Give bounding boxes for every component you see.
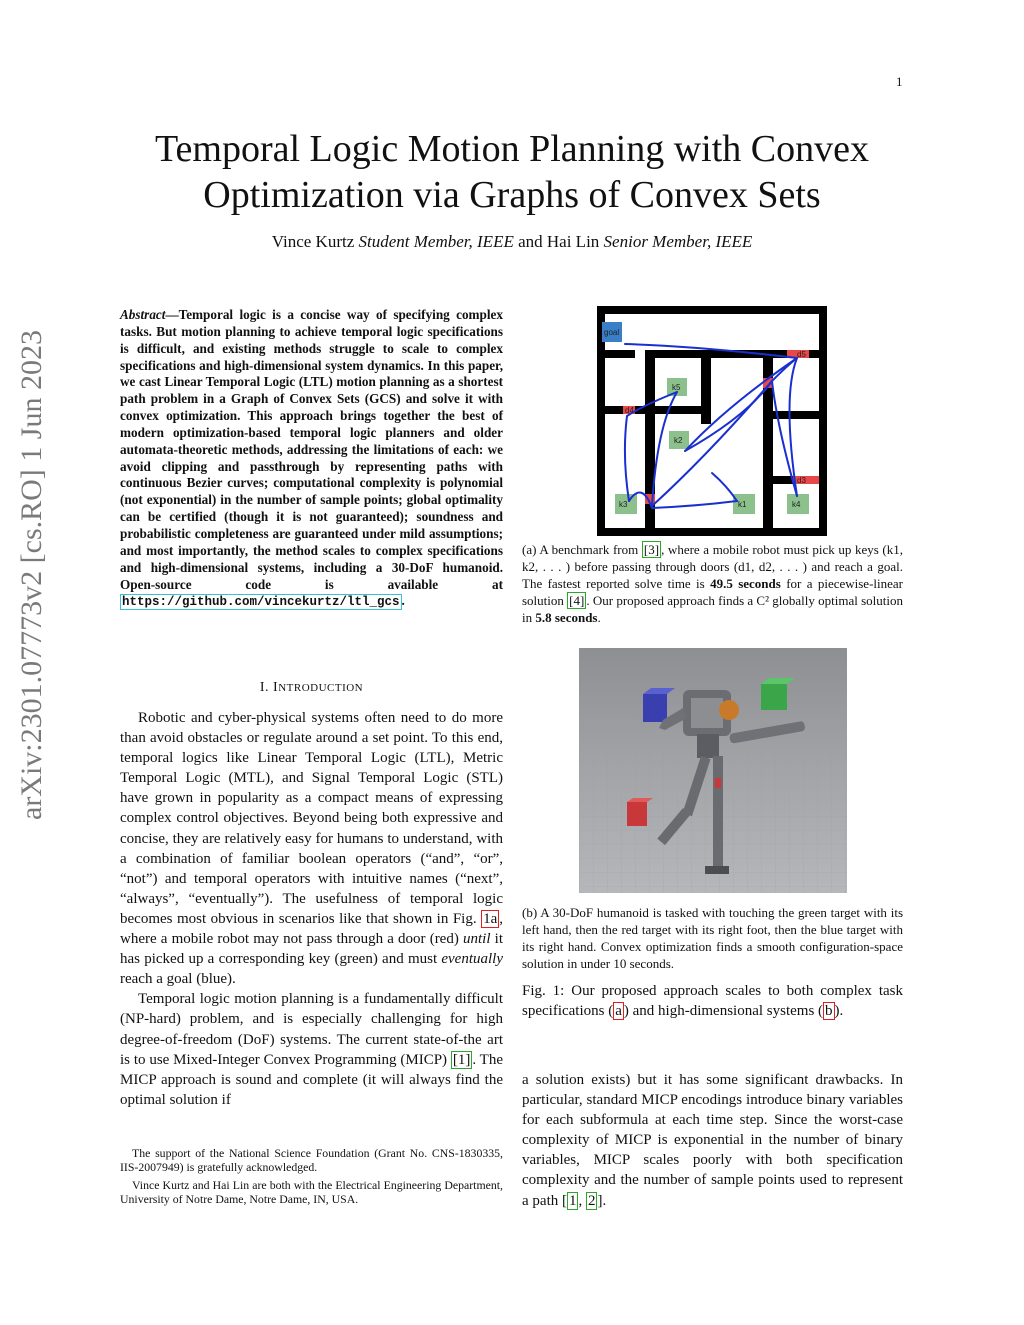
intro-paragraph-2	[120, 989, 503, 1110]
footnote-affiliation: Vince Kurtz and Hai Lin are both with the Electrical Engineering Department, University of Notre Dame, Notre Dame, IN, USA.	[120, 1177, 503, 1207]
footnote-funding: The support of the National Science Foundation (Grant No. CNS-1830335, IIS-2007949) is gratefully acknowledged.	[120, 1146, 503, 1175]
key-k5-label: k5	[672, 383, 681, 392]
intro-text	[120, 708, 503, 1110]
fig-1a-link[interactable]: 1a	[483, 910, 498, 927]
goal-label: goal	[604, 328, 620, 337]
right-text-1: a solution exists) but it has some significant drawbacks. In particular, standard MICP encodings introduce binary variables for each subformula at each time step. Since the worst-case complexity of MICP is exponential in the number of binary variables, MICP scales poorly with both specification complexity and the number of sample points used to represent a path	[522, 1072, 903, 1209]
author-1-role: Student Member, IEEE	[358, 232, 514, 251]
title-line-2: Optimization via Graphs of Convex Sets	[203, 174, 821, 216]
section-heading	[120, 680, 503, 696]
door-d5-label: d5	[797, 350, 806, 359]
intro-p1-text-4: reach a goal (blue).	[120, 971, 236, 988]
citation-4-link[interactable]: [4]	[569, 593, 585, 608]
green-target	[761, 684, 787, 710]
code-link[interactable]: https://github.com/vincekurtz/ltl_gcs	[122, 595, 400, 610]
maze-figure	[597, 306, 827, 536]
figure-1-caption	[522, 982, 903, 1021]
intro-p1-text-2: , where a mobile robot may not pass through a door (red)	[120, 910, 504, 948]
section-numeral: I.	[259, 680, 270, 695]
right-text-2: .	[602, 1192, 607, 1209]
caption-a-time-2: 5.8 seconds	[535, 610, 598, 625]
fig-1a-ref[interactable]: a	[615, 1002, 622, 1019]
humanoid-scene	[579, 648, 847, 893]
blue-target	[643, 694, 667, 722]
caption-a-text-3: for a piecewise-linear solution	[522, 576, 904, 608]
citation-separator: ,	[578, 1192, 586, 1209]
door-d3-label: d3	[797, 476, 806, 485]
caption-a-time-1: 49.5 seconds	[710, 576, 781, 591]
citation-3-link[interactable]: [3]	[643, 542, 660, 557]
abstract-lead: Abstract	[120, 307, 166, 322]
intro-p2-text-1: Temporal logic motion planning is a fundamentally difficult (NP-hard) problem, and is especially challenging for high degree-of-freedom (DoF) systems. The current state-of-the art is to use Mixed-Integer Convex Programming (MICP)	[120, 991, 503, 1068]
door-d4-label: d4	[625, 406, 634, 415]
citation-1-link[interactable]: [1]	[452, 1051, 471, 1068]
arxiv-stamp: arXiv:2301.07773v2 [cs.RO] 1 Jun 2023	[15, 330, 48, 820]
paper-title	[100, 126, 924, 218]
caption-a-text-4: . Our proposed approach finds a C² globally optimal solution in	[522, 593, 903, 625]
fig-caption-text-2: ) and high-dimensional systems (	[623, 1002, 824, 1019]
author-conjunction: and	[518, 232, 543, 251]
fig-caption-text-3: ).	[834, 1002, 844, 1019]
abstract-text: Temporal logic is a concise way of specifying complex tasks. But motion planning to achieve temporal logic specifications is difficult, and existing methods struggle to scale to complex specifications and high-dimensional system dynamics. In this paper, we cast Linear Temporal Logic (LTL) motion planning as a shortest path problem in a Graph of Convex Sets (GCS) and solve it with convex optimization. This approach brings together the best of modern optimization-based temporal logic planners and older automata-theoretic methods, addressing the limitations of each: we avoid clipping and passthrough by representing paths with continuous Bezier curves; computational complexity is polynomial (not exponential) in the number of sample points; global optimality can be certified (though it is not guaranteed); soundness and probabilistic completeness are guaranteed under mild assumptions; and most importantly, the method scales to complex specifications and high-dimensional systems, including a 30-DoF humanoid. Open-source code is available at	[120, 307, 503, 592]
author-1: Vince Kurtz	[271, 232, 355, 251]
intro-p1-text-3: it has picked up a corresponding key (green) and must	[120, 931, 504, 968]
intro-paragraph-1	[120, 708, 503, 989]
author-line	[100, 232, 924, 252]
caption-a-text-2: , where a mobile robot must pick up keys (k1, k2, . . . ) before passing through doors (d1, d2, . . . ) and reach a goal. The fastest reported solve time is	[522, 542, 904, 591]
citation-1-ref[interactable]: 1	[568, 1192, 577, 1209]
humanoid-figure	[579, 648, 847, 893]
footnotes	[120, 1146, 503, 1210]
citation-2-ref[interactable]: 2	[587, 1192, 596, 1209]
section-first-letter: I	[273, 680, 279, 695]
key-k1-label: k1	[738, 500, 747, 509]
caption-a-text-5: .	[597, 610, 601, 625]
caption-a	[522, 541, 903, 626]
intro-p1-text-1: Robotic and cyber-physical systems often need to do more than avoid obstacles or regulate around a set point. To this end, temporal logics like Linear Temporal Logic (LTL), Metric Temporal Logic (MTL), and Signal Temporal Logic (STL) have grown in popularity as a compact means of expressing complex control objectives. Beyond being both expressive and concise, they are relatively easy for humans to understand, with a combination of familiar boolean operators (“and”, “or”, “not”) and temporal operators with intuitive names (“next”, “always”, “eventually”). The usefulness of temporal logic becomes most obvious in scenarios like that shown in Fig.	[120, 710, 503, 927]
page-number: 1	[896, 74, 903, 89]
title-line-1: Temporal Logic Motion Planning with Convex	[155, 128, 869, 170]
intro-p1-until: until	[463, 931, 491, 948]
caption-a-text-1: (a) A benchmark from	[522, 542, 639, 557]
right-column-text	[522, 1070, 903, 1211]
fig-caption-text-1: Fig. 1: Our proposed approach scales to both complex task specifications (	[522, 983, 903, 1019]
abstract-end: .	[401, 593, 405, 609]
red-target	[627, 802, 647, 826]
section-rest: NTRODUCTION	[278, 682, 364, 694]
author-2-role: Senior Member, IEEE	[603, 232, 753, 251]
key-k3-label: k3	[619, 500, 628, 509]
key-k4-label: k4	[792, 500, 801, 509]
abstract	[120, 307, 503, 611]
caption-b: (b) A 30-DoF humanoid is tasked with touching the green target with its left hand, then the red target with its right foot, then the blue target with its right hand. Convex optimization finds a smooth configuration-space solution in under 10 seconds.	[522, 905, 903, 971]
right-paragraph: a solution exists) but it has some significant drawbacks. In particular, standard MICP encodings introduce binary variables for each subformula at each time step. Since the worst-case complexity of MICP is exponential in the number of binary variables, MICP scales poorly with both specification complexity and the number of sample points used to represent a path [ 1 , 2 ].	[522, 1072, 903, 1209]
intro-p2-text-2: . The MICP approach is sound and complete (it will always find the optimal solution if	[120, 1051, 503, 1108]
abstract-dash: —	[165, 307, 179, 322]
key-k2-label: k2	[674, 436, 683, 445]
author-2: Hai Lin	[546, 232, 600, 251]
fig-1b-ref[interactable]: b	[825, 1002, 833, 1019]
intro-p1-eventually: eventually	[441, 951, 503, 968]
